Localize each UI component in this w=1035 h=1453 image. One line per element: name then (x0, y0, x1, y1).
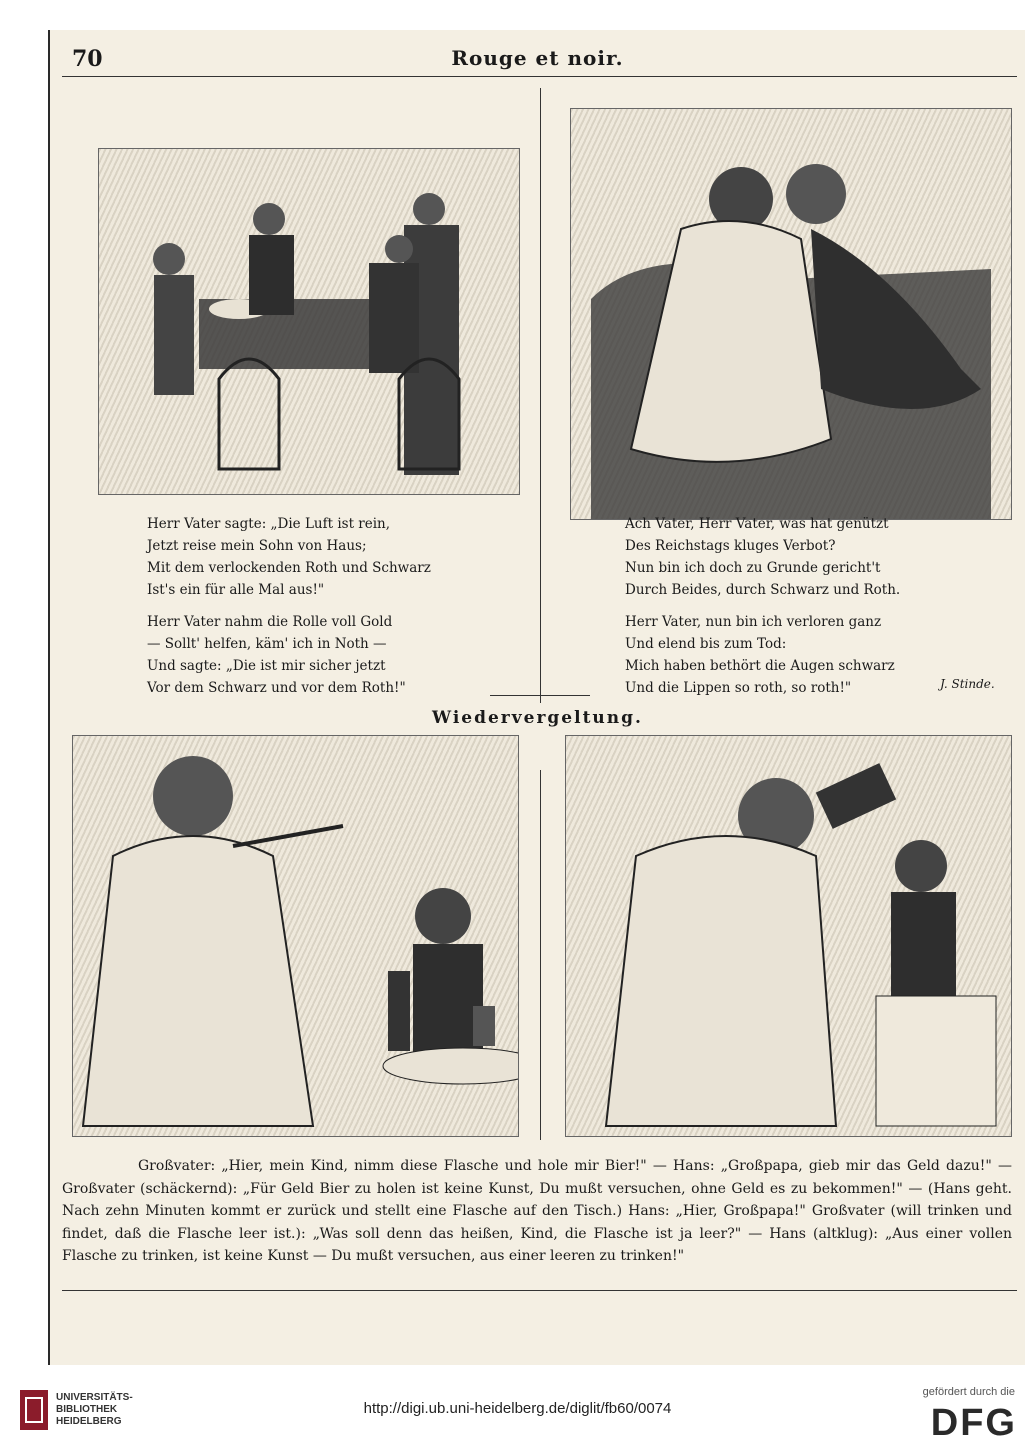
institution-line: HEIDELBERG (56, 1416, 122, 1427)
digitization-footer (0, 1378, 1035, 1453)
poem-left-stanza-2 (147, 611, 431, 699)
story-title: Wiedervergeltung. (432, 708, 643, 728)
header-rule (62, 76, 1017, 77)
illustration-grandfather-pipe (72, 735, 519, 1137)
verse-line: Nun bin ich doch zu Grunde gericht't (625, 560, 881, 576)
story-text: Großvater: „Hier, mein Kind, nimm diese Flasche und hole mir Bier!" — Hans: „Großpapa, gieb mir das Geld dazu!" — Großvater (schäckernd): „Für Geld Bier zu holen ist keine Kunst, Du mußt versuchen, ohne Geld es zu bekommen!" — (Hans geht. Nach zehn Minuten kommt er zurück und stellt eine Flasche auf den Tisch.) Hans: „Hier, Großpapa!" Großvater (will trinken und findet, daß die Flasche leer ist.): „Was soll denn das heißen, Kind, die Flasche ist ja leer?" — Hans (altklug): „Aus einer vollen Flasche zu trinken, ist keine Kunst — Du mußt versuchen, aus einer leeren zu trinken!" (62, 1158, 1012, 1264)
poem-left-stanza-1 (147, 513, 431, 601)
page-number: 70 (72, 46, 103, 72)
source-url-link[interactable]: http://digi.ub.uni-heidelberg.de/diglit/fb60/0074 (363, 1400, 672, 1417)
poem-left-column (147, 513, 431, 709)
poem-author: J. Stinde. (940, 677, 995, 691)
institution-line: UNIVERSITÄTS- (56, 1392, 133, 1403)
poem-right-stanza-2 (625, 611, 900, 699)
verse-line: Herr Vater nahm die Rolle voll Gold (147, 614, 393, 630)
section-rule (490, 695, 590, 696)
verse-line: — Sollt' helfen, käm' ich in Noth — (147, 636, 387, 652)
verse-line: Herr Vater, nun bin ich verloren ganz (625, 614, 882, 630)
verse-line: Und elend bis zum Tod: (625, 636, 787, 652)
verse-line: Und sagte: „Die ist mir sicher jetzt (147, 658, 386, 674)
dfg-logo: DFG (930, 1402, 1017, 1444)
verse-line: Des Reichstags kluges Verbot? (625, 538, 836, 554)
verse-line: Vor dem Schwarz und vor dem Roth!" (147, 680, 406, 696)
verse-line: Herr Vater sagte: „Die Luft ist rein, (147, 516, 391, 532)
verse-line: Durch Beides, durch Schwarz und Roth. (625, 582, 901, 598)
journal-page (48, 30, 1025, 1365)
illustration-grandfather-drinking (565, 735, 1012, 1137)
poem-right-column (625, 513, 900, 709)
poem-right-stanza-1 (625, 513, 900, 601)
funding-note: gefördert durch die (922, 1386, 1015, 1398)
column-divider-bottom (540, 770, 541, 1140)
verse-line: Mit dem verlockenden Roth und Schwarz (147, 560, 431, 576)
verse-line: Und die Lippen so roth, so roth!" (625, 680, 852, 696)
verse-line: Ach Vater, Herr Vater, was hat genützt (625, 516, 889, 532)
page-header (50, 40, 1025, 76)
verse-line: Mich haben bethört die Augen schwarz (625, 658, 895, 674)
illustration-gambling-table (98, 148, 520, 495)
page-title: Rouge et noir. (451, 46, 624, 70)
column-divider-top (540, 88, 541, 703)
institution-line: BIBLIOTHEK (56, 1404, 118, 1415)
verse-line: Jetzt reise mein Sohn von Haus; (147, 538, 367, 554)
footer-rule (62, 1290, 1017, 1291)
illustration-embracing-couple (570, 108, 1012, 520)
verse-line: Ist's ein für alle Mal aus!" (147, 582, 325, 598)
